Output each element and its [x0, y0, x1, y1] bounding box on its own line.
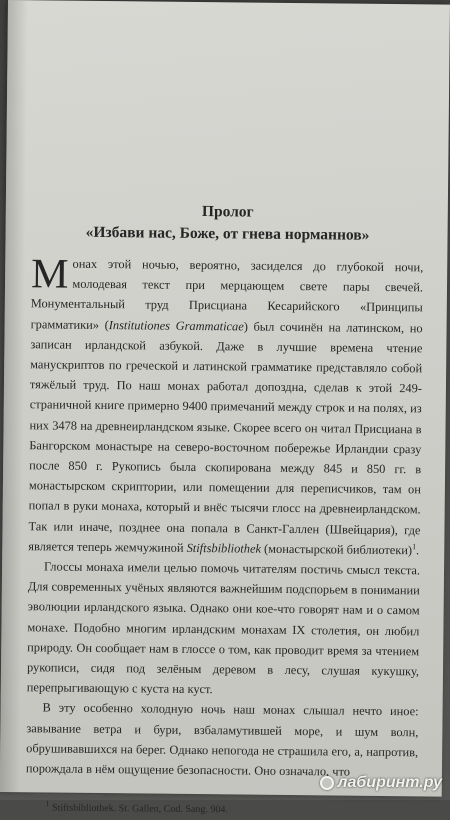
- paragraph-2: Глоссы монаха имели целью помочь читателям постичь смысл текста. Для современных учёных являются важнейшим подспорьем в понимании эволюции ирландского языка. Однако они кое-что говорят нам и о самом монахе. Подобно многим ирландским монахам IX столетия, он любил природу. Он сообщает нам в глоссе о том, как проводит время за чтением рукописи, сидя под зелёным деревом в лесу, слушая кукушку, перепрыгивающую с куста на куст.: [26, 559, 421, 697]
- paragraph-1-body: ) был сочинён на латинском, но записан ирландской азбукой. Даже в лучшие времена чтение манускриптов по греческой и латинской грамматике представляло собой тяжёлый труд. По наш монах работал допоздна, сделав к этой 249-страничной книге примерно 9400 примечаний между строк и на полях, из них 3478 на древнеирландском языке. Скорее всего он читал Присциана в Бангорском монастыре на северо-восточном побережье Ирландии сразу после 850 г. Рукопись была скопирована между 845 и 850 гг. в монастырском скриптории, или помещении для переписчиков, там он попал в руки монаха, который и внёс тысячи глосс на древнеирландском. Так или иначе, позднее она попала в Санкт-Галлен (Швейцария), где является теперь жемчужиной: [28, 319, 423, 555]
- bleed-through-text: [66, 51, 397, 184]
- drop-cap: М: [30, 251, 69, 298]
- paragraph-1-end: .: [416, 543, 420, 558]
- chapter-heading: Пролог: [201, 203, 254, 221]
- footnote-text: Stiftsbibliothek. St. Gallen, Cod. Sang. 904.: [51, 802, 228, 816]
- footnote: [45, 799, 417, 820]
- footnote-divider: [32, 795, 104, 797]
- page-text-block: [25, 200, 423, 819]
- paragraph-1: [28, 253, 423, 560]
- library-name: Stiftsbibliothek: [186, 540, 262, 556]
- labirint-logo-icon: [319, 775, 335, 791]
- watermark: [319, 774, 442, 792]
- footnote-mark: 1: [45, 799, 50, 809]
- paragraph-3: В эту особенно холодную ночь наш монах слышал нечто иное: завывание ветра и бури, взбаламутившей море, и шум волн, обрушивавшихся на берег. Однако непогода не страшила его, а, напротив, порождала в нём ощущение безопасности. Оно означало, что: [25, 700, 419, 779]
- footnote-reference[interactable]: 1: [412, 541, 417, 552]
- watermark-text: лабиринт.ру: [337, 774, 442, 791]
- chapter-subheading: «Избави нас, Боже, от гнева норманнов»: [85, 223, 370, 244]
- latin-title: Institutiones Grammaticae: [108, 317, 244, 334]
- paragraph-1-tail: (монастырской библиотеки): [260, 541, 413, 558]
- paragraph-1-lead: онах этой ночью, вероятно, засиделся до глубокой ночи, молодевая текст при мерцающем свете пары свечей. Монументальный труд Присциана Кесарийского «Принципы грамматики» (: [30, 256, 424, 332]
